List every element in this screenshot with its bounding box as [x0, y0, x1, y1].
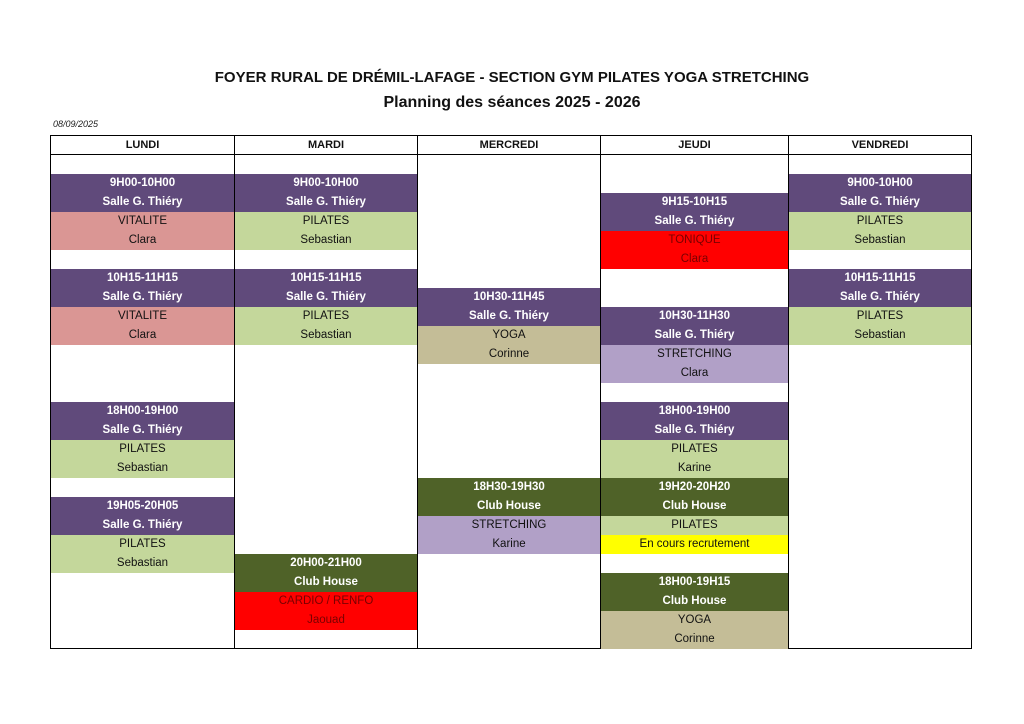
session-activity: PILATES — [789, 212, 971, 231]
session-room: Club House — [418, 497, 600, 516]
session-time: 9H15-10H15 — [601, 193, 788, 212]
session-time: 9H00-10H00 — [235, 174, 417, 193]
session-activity: STRETCHING — [601, 345, 788, 364]
session-time: 10H15-11H15 — [789, 269, 971, 288]
session-room: Salle G. Thiéry — [601, 212, 788, 231]
session-teacher: Clara — [601, 364, 788, 383]
session-teacher: Sebastian — [789, 231, 971, 250]
session-time: 10H30-11H30 — [601, 307, 788, 326]
day-header-mercredi: MERCREDI — [479, 139, 539, 151]
session-teacher: Clara — [51, 326, 234, 345]
session-teacher: En cours recrutement — [601, 535, 788, 554]
session-teacher: Corinne — [601, 630, 788, 649]
day-header-lundi: LUNDI — [125, 139, 160, 151]
session-teacher: Clara — [601, 250, 788, 269]
session-activity: PILATES — [235, 212, 417, 231]
session-activity: PILATES — [51, 440, 234, 459]
session-activity: TONIQUE — [601, 231, 788, 250]
session-room: Salle G. Thiéry — [789, 288, 971, 307]
session-teacher: Karine — [601, 459, 788, 478]
session-room: Salle G. Thiéry — [601, 421, 788, 440]
session-room: Salle G. Thiéry — [235, 193, 417, 212]
document-date: 08/09/2025 — [53, 119, 99, 129]
session-teacher: Sebastian — [789, 326, 971, 345]
session-time: 18H30-19H30 — [418, 478, 600, 497]
session-activity: PILATES — [789, 307, 971, 326]
session-time: 20H00-21H00 — [235, 554, 417, 573]
day-header-mardi: MARDI — [307, 139, 345, 151]
session-time: 9H00-10H00 — [51, 174, 234, 193]
session-activity: VITALITE — [51, 307, 234, 326]
session-activity: YOGA — [418, 326, 600, 345]
session-room: Salle G. Thiéry — [601, 326, 788, 345]
session-activity: STRETCHING — [418, 516, 600, 535]
session-activity: PILATES — [601, 440, 788, 459]
session-teacher: Karine — [418, 535, 600, 554]
page-title: FOYER RURAL DE DRÉMIL-LAFAGE - SECTION GYM PILATES YOGA STRETCHING — [214, 69, 810, 86]
session-activity: VITALITE — [51, 212, 234, 231]
day-header-vendredi: VENDREDI — [851, 139, 909, 151]
session-time: 19H20-20H20 — [601, 478, 788, 497]
session-time: 10H15-11H15 — [235, 269, 417, 288]
session-time: 18H00-19H00 — [601, 402, 788, 421]
session-time: 19H05-20H05 — [51, 497, 234, 516]
session-time: 9H00-10H00 — [789, 174, 971, 193]
session-teacher: Corinne — [418, 345, 600, 364]
session-activity: YOGA — [601, 611, 788, 630]
session-teacher: Jaouad — [235, 611, 417, 630]
session-room: Club House — [601, 497, 788, 516]
session-room: Salle G. Thiéry — [51, 288, 234, 307]
schedule-grid — [50, 135, 972, 649]
session-activity: PILATES — [235, 307, 417, 326]
session-time: 18H00-19H15 — [601, 573, 788, 592]
session-teacher: Sebastian — [235, 231, 417, 250]
session-teacher: Sebastian — [51, 459, 234, 478]
session-room: Club House — [235, 573, 417, 592]
session-time: 10H15-11H15 — [51, 269, 234, 288]
session-room: Salle G. Thiéry — [235, 288, 417, 307]
session-room: Salle G. Thiéry — [789, 193, 971, 212]
session-room: Club House — [601, 592, 788, 611]
session-activity: PILATES — [51, 535, 234, 554]
session-activity: CARDIO / RENFO — [235, 592, 417, 611]
session-room: Salle G. Thiéry — [418, 307, 600, 326]
session-time: 10H30-11H45 — [418, 288, 600, 307]
session-room: Salle G. Thiéry — [51, 421, 234, 440]
page-subtitle: Planning des séances 2025 - 2026 — [383, 94, 641, 111]
session-teacher: Clara — [51, 231, 234, 250]
session-activity: PILATES — [601, 516, 788, 535]
day-header-jeudi: JEUDI — [678, 139, 711, 151]
session-room: Salle G. Thiéry — [51, 193, 234, 212]
session-teacher: Sebastian — [235, 326, 417, 345]
session-time: 18H00-19H00 — [51, 402, 234, 421]
session-teacher: Sebastian — [51, 554, 234, 573]
session-room: Salle G. Thiéry — [51, 516, 234, 535]
column-divider — [417, 136, 418, 648]
